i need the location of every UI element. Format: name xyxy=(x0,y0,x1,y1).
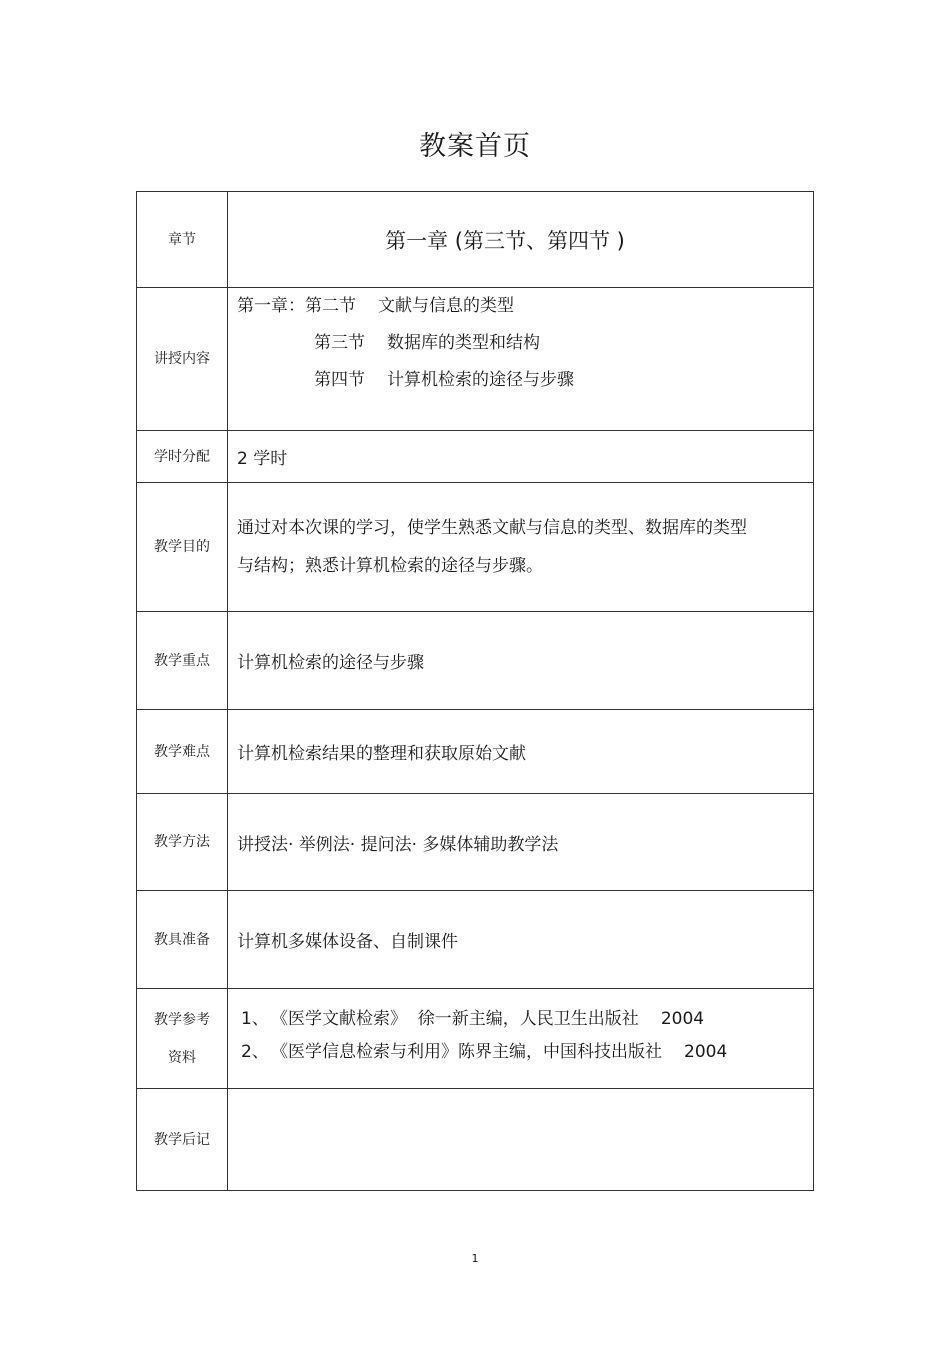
content-line-1-prefix: 第一章：第二节 xyxy=(237,296,356,316)
content-line-2-prefix: 第三节 xyxy=(314,333,365,353)
notes-label: 教学后记 xyxy=(137,1089,228,1191)
chapter-value: 第一章 (第三节、第四节 ) xyxy=(385,228,625,253)
content-line-2 xyxy=(237,325,813,362)
aim-cell xyxy=(228,483,814,612)
tools-value: 计算机多媒体设备、自制课件 xyxy=(228,891,814,989)
row-references xyxy=(137,989,814,1089)
reference-item-1 xyxy=(237,1003,813,1036)
row-difficulties xyxy=(137,710,814,794)
chapter-label: 章节 xyxy=(137,192,228,288)
content-line-1 xyxy=(237,288,813,325)
references-label xyxy=(137,989,228,1089)
content-line-1-title: 文献与信息的类型 xyxy=(378,296,514,316)
row-notes xyxy=(137,1089,814,1191)
content-line-3 xyxy=(237,362,813,399)
methods-label: 教学方法 xyxy=(137,794,228,891)
lesson-plan-table xyxy=(136,191,814,1191)
chapter-cell xyxy=(228,192,814,288)
row-key-points xyxy=(137,612,814,710)
row-content xyxy=(137,288,814,431)
methods-value: 讲授法· 举例法· 提问法· 多媒体辅助教学法 xyxy=(228,794,814,891)
reference-1-number: 1、 xyxy=(241,1009,269,1029)
reference-2-text: 《医学信息检索与利用》陈界主编，中国科技出版社 xyxy=(271,1042,662,1062)
references-label-line-1: 教学参考 xyxy=(154,1011,210,1028)
row-chapter xyxy=(137,192,814,288)
aim-line-2: 与结构；熟悉计算机检索的途径与步骤。 xyxy=(237,556,543,576)
page-number: 1 xyxy=(471,1252,479,1265)
reference-item-2 xyxy=(237,1036,813,1069)
key-points-value: 计算机检索的途径与步骤 xyxy=(228,612,814,710)
reference-2-year: 2004 xyxy=(684,1042,728,1062)
row-methods xyxy=(137,794,814,891)
row-tools xyxy=(137,891,814,989)
content-line-2-title: 数据库的类型和结构 xyxy=(387,333,540,353)
aim-line-1: 通过对本次课的学习，使学生熟悉文献与信息的类型、数据库的类型 xyxy=(237,518,747,538)
difficulties-label: 教学难点 xyxy=(137,710,228,794)
tools-label: 教具准备 xyxy=(137,891,228,989)
content-line-3-prefix: 第四节 xyxy=(314,370,365,390)
reference-1-text: 《医学文献检索》 徐一新主编，人民卫生出版社 xyxy=(271,1009,639,1029)
reference-1-year: 2004 xyxy=(660,1009,705,1029)
references-cell xyxy=(228,989,814,1089)
reference-2-number: 2、 xyxy=(241,1042,269,1062)
page-title: 教案首页 xyxy=(419,131,531,162)
notes-value xyxy=(228,1089,814,1191)
row-hours xyxy=(137,431,814,483)
hours-value: 2 学时 xyxy=(228,431,814,483)
references-label-line-2: 资料 xyxy=(168,1049,196,1066)
hours-label: 学时分配 xyxy=(137,431,228,483)
content-line-3-title: 计算机检索的途径与步骤 xyxy=(387,370,574,390)
row-aim xyxy=(137,483,814,612)
difficulties-value: 计算机检索结果的整理和获取原始文献 xyxy=(228,710,814,794)
content-label: 讲授内容 xyxy=(137,288,228,431)
key-points-label: 教学重点 xyxy=(137,612,228,710)
aim-label: 教学目的 xyxy=(137,483,228,612)
content-cell xyxy=(228,288,814,431)
